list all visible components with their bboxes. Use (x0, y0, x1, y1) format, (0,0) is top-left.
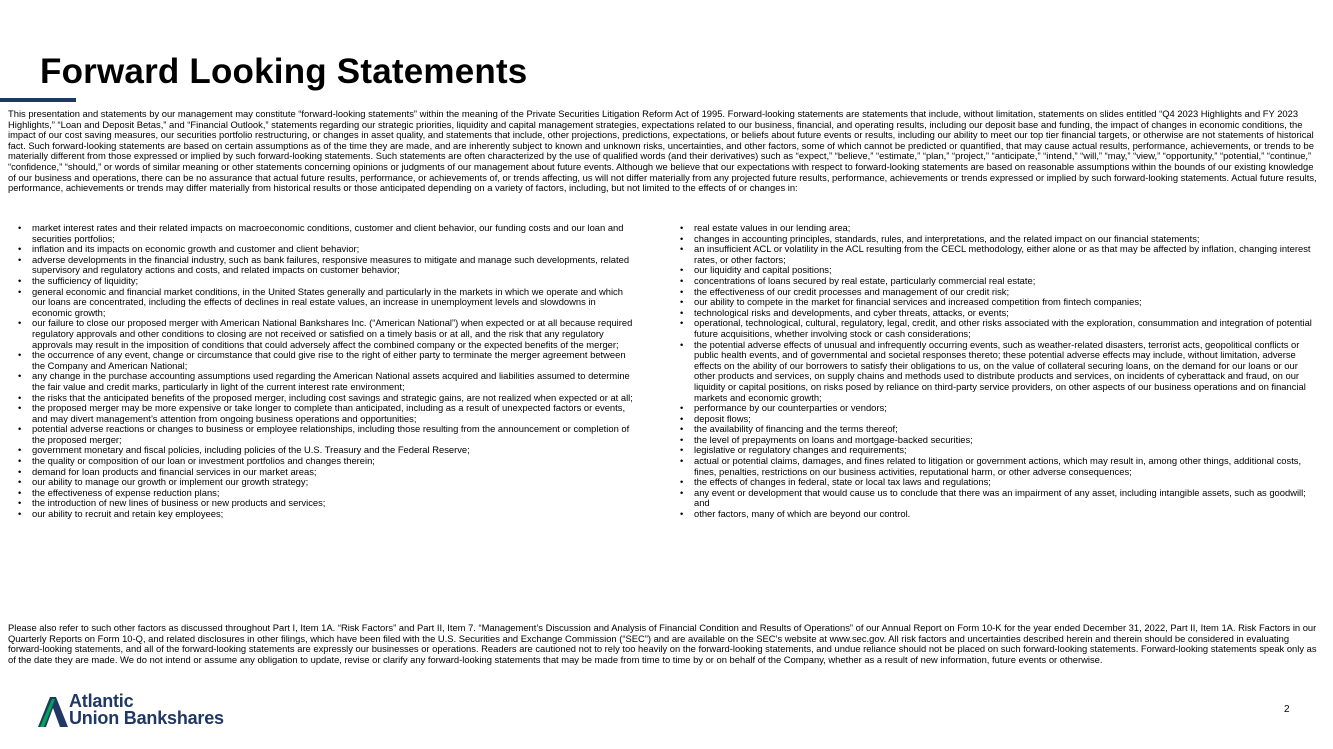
bullet-item: • potential adverse reactions or changes to business or employee relationships, including those resulting from the announcement or completion of the proposed merger; (18, 424, 638, 445)
bullet-item: • the proposed merger may be more expensive or take longer to complete than anticipated, including as a result of unexpected factors or events, and may divert management’s attention from ongoing business operations and opportunities; (18, 403, 638, 424)
intro-paragraph: This presentation and statements by our management may constitute “forward-looking statements” within the meaning of the Private Securities Litigation Reform Act of 1995. Forward-looking statements are statements that include, without limitation, statements on slides entitled “Q4 2023 Highlights and FY 2023 Highlights,” “Loan and Deposit Betas,” and “Financial Outlook,” statements regarding our strategic priorities, liquidity and capital management strategies, expectations related to our business, financial, and operating results, including our deposit base and funding, the impact of changes in economic conditions, the impact of our cost saving measures, our securities portfolio restructuring, or changes in asset quality, and statements that include, other projections, predictions, expectations, or beliefs about future events or results, including our ability to meet our top tier financial targets, or otherwise are not statements of historical fact. Such forward-looking statements are based on certain assumptions as of the time they are made, and are inherently subject to known and unknown risks, uncertainties, and other factors, some of which cannot be predicted or quantified, that may cause actual results, performance, achievements, or trends to be materially different from those expressed or implied by such forward-looking statements. Such statements are often characterized by the use of qualified words (and their derivatives) such as “expect,” “believe,” “estimate,” “plan,” “project,” “anticipate,” “intend,” “will,” “may,” “view,” “opportunity,” “potential,” “continue,” “confidence,” “should,” or words of similar meaning or other statements concerning opinions or judgments of our management about future events. Although we believe that our expectations with respect to forward-looking statements are based on reasonable assumptions within the bounds of our existing knowledge of our business and operations, there can be no assurance that actual future results, performance, or achievements of, or trends affecting, us will not differ materially from any projected future results, performance, achievements or trends expressed or implied by such forward-looking statements. Actual future results, performance, achievements or trends may differ materially from historical results or those anticipated depending on a variety of factors, including, but not limited to the effects of or changes in: (8, 108, 1317, 194)
bullet-item: • adverse developments in the financial industry, such as bank failures, responsive measures to mitigate and manage such developments, related supervisory and regulatory actions and costs, and related impacts on customer behavior; (18, 255, 638, 276)
bullet-item: • demand for loan products and financial services in our market areas; (18, 467, 638, 478)
atlantic-union-a-mark-icon (38, 695, 68, 727)
risk-factor-columns (18, 223, 1318, 615)
bullet-item: • real estate values in our lending area; (680, 223, 1320, 234)
bullet-item: • general economic and financial market conditions, in the United States generally and particularly in the markets in which we operate and which our loans are concentrated, including the effects of declines in real estate values, an increase in unemployment levels and slowdowns in economic growth; (18, 287, 638, 319)
bullet-item: • our failure to close our proposed merger with American National Bankshares Inc. (“American National”) when expected or at all because required regulatory approvals and other conditions to closing are not received or satisfied on a timely basis or at all, and the risk that any regulatory approvals may result in the imposition of conditions that could adversely affect the combined company or the expected benefits of the merger; (18, 318, 638, 350)
bullet-item: • the effectiveness of expense reduction plans; (18, 488, 638, 499)
bullet-item: • our ability to manage our growth or implement our growth strategy; (18, 477, 638, 488)
bullet-item: • our ability to compete in the market for financial services and increased competition from fintech companies; (680, 297, 1320, 308)
bullet-item: • any event or development that would cause us to conclude that there was an impairment of any asset, including intangible assets, such as goodwill; and (680, 488, 1320, 509)
bullet-item: • the level of prepayments on loans and mortgage-backed securities; (680, 435, 1320, 446)
right-bullet-list (680, 223, 1320, 520)
title-accent-bar (0, 98, 76, 102)
bullet-item: • the introduction of new lines of business or new products and services; (18, 498, 638, 509)
bullet-item: • the potential adverse effects of unusual and infrequently occurring events, such as weather-related disasters, terrorist acts, geopolitical conflicts or public health events, and of governmental and societal responses thereto; these potential adverse effects may include, without limitation, adverse effects on the ability of our borrowers to satisfy their obligations to us, on the value of collateral securing loans, on the demand for our loans or our other products and services, on supply chains and methods used to distribute products and services, on incidents of cyberattack and fraud, on our liquidity or capital positions, on risks posed by reliance on third-party service providers, on other aspects of our business operations and on financial markets and economic growth; (680, 340, 1320, 404)
page-number: 2 (1284, 704, 1290, 715)
bullet-item: • the effectiveness of our credit processes and management of our credit risk; (680, 287, 1320, 298)
company-logo (38, 693, 268, 729)
bullet-item: • the availability of financing and the terms thereof; (680, 424, 1320, 435)
logo-line-1: Atlantic (69, 691, 134, 711)
bullet-item: • an insufficient ACL or volatility in the ACL resulting from the CECL methodology, either alone or as that may be affected by inflation, changing interest rates, or other factors; (680, 244, 1320, 265)
bullet-item: • the effects of changes in federal, state or local tax laws and regulations; (680, 477, 1320, 488)
bullet-item: • inflation and its impacts on economic growth and customer and client behavior; (18, 244, 638, 255)
bullet-item: • performance by our counterparties or vendors; (680, 403, 1320, 414)
bullet-item: • the occurrence of any event, change or circumstance that could give rise to the right of either party to terminate the merger agreement between the Company and American National; (18, 350, 638, 371)
page-title: Forward Looking Statements (40, 52, 528, 91)
bullet-item: • operational, technological, cultural, regulatory, legal, credit, and other risks associated with the exploration, consummation and integration of potential future acquisitions, whether involving stock or cash considerations; (680, 318, 1320, 339)
bullet-item: • changes in accounting principles, standards, rules, and interpretations, and the related impact on our financial statements; (680, 234, 1320, 245)
bullet-item: • government monetary and fiscal policies, including policies of the U.S. Treasury and the Federal Reserve; (18, 445, 638, 456)
bullet-item: • the sufficiency of liquidity; (18, 276, 638, 287)
bullet-item: • technological risks and developments, and cyber threats, attacks, or events; (680, 308, 1320, 319)
logo-wordmark (69, 693, 224, 727)
bullet-item: • other factors, many of which are beyond our control. (680, 509, 1320, 520)
left-bullet-list (18, 223, 638, 520)
bullet-item: • any change in the purchase accounting assumptions used regarding the American National assets acquired and liabilities assumed to determine the fair value and credit marks, particularly in light of the current interest rate environment; (18, 371, 638, 392)
bullet-item: • concentrations of loans secured by real estate, particularly commercial real estate; (680, 276, 1320, 287)
closing-paragraph: Please also refer to such other factors as discussed throughout Part I, Item 1A. “Risk Factors” and Part II, Item 7. “Management’s Discussion and Analysis of Financial Condition and Results of Operations” of our Annual Report on Form 10-K for the year ended December 31, 2022, Part II, Item 1A. Risk Factors in our Quarterly Reports on Form 10-Q, and related disclosures in other filings, which have been filed with the U.S. Securities and Exchange Commission (“SEC”) and are available on the SEC’s website at www.sec.gov. All risk factors and uncertainties described herein and therein should be considered in evaluating forward-looking statements, and all of the forward-looking statements are expressly our businesses or operations. Readers are cautioned not to rely too heavily on the forward-looking statements, and undue reliance should not be placed on such forward-looking statements. Forward-looking statements speak only as of the date they are made. We do not intend or assume any obligation to update, revise or clarify any forward-looking statements that may be made from time to time by or on behalf of the Company, whether as a result of new information, future events or otherwise. (8, 622, 1317, 665)
bullet-item: • our ability to recruit and retain key employees; (18, 509, 638, 520)
bullet-item: • the risks that the anticipated benefits of the proposed merger, including cost savings and strategic gains, are not realized when expected or at all; (18, 393, 638, 404)
bullet-item: • actual or potential claims, damages, and fines related to litigation or government actions, which may result in, among other things, additional costs, fines, penalties, restrictions on our business activities, reputational harm, or other adverse consequences; (680, 456, 1320, 477)
bullet-item: • deposit flows; (680, 414, 1320, 425)
logo-line-2: Union Bankshares (69, 708, 224, 728)
bullet-item: • the quality or composition of our loan or investment portfolios and changes therein; (18, 456, 638, 467)
bullet-item: • legislative or regulatory changes and requirements; (680, 445, 1320, 456)
bullet-item: • market interest rates and their related impacts on macroeconomic conditions, customer and client behavior, our funding costs and our loan and securities portfolios; (18, 223, 638, 244)
bullet-item: • our liquidity and capital positions; (680, 265, 1320, 276)
